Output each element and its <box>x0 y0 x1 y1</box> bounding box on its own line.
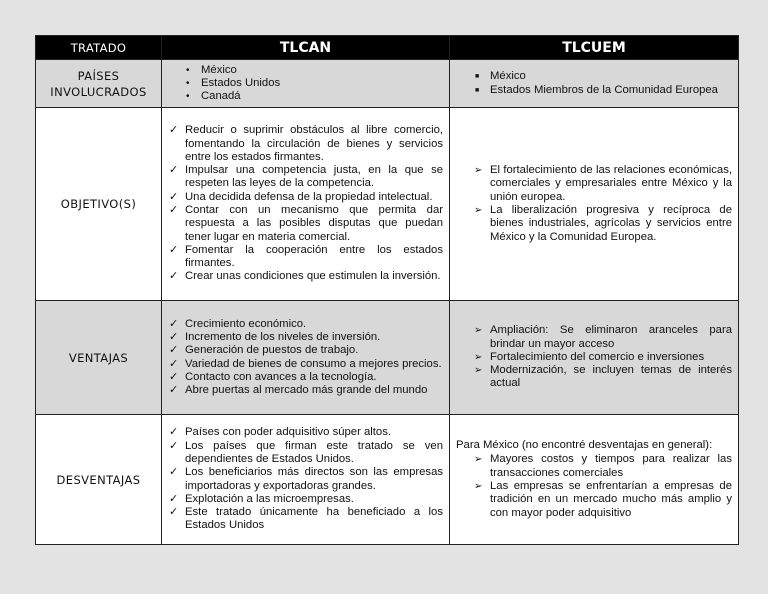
list-item: ✓ Crear unas condiciones que estimulen la inversión. <box>169 270 441 283</box>
desventajas-tlcuem-list <box>456 453 732 519</box>
ventajas-tlcuem-list <box>456 324 732 390</box>
header-tratado: TRATADO <box>36 36 162 60</box>
objetivos-tlcan-cell <box>162 108 450 301</box>
desventajas-tlcuem-intro: Para México (no encontré desventajas en general): <box>456 439 713 452</box>
row-ventajas <box>36 301 739 415</box>
check-icon: ✓ <box>169 270 179 283</box>
label-paises-line2: INVOLUCRADOS <box>50 84 147 99</box>
header-tlcuem: TLCUEM <box>450 36 739 60</box>
arrow-bullet-icon: ➢ <box>474 165 483 177</box>
list-item: ✓ Los países que firman este tratado se ven dependientes de Estados Unidos. <box>169 439 443 465</box>
list-item: ➢ Modernización, se incluyen temas de interés actual <box>474 364 732 390</box>
check-icon: ✓ <box>169 344 179 357</box>
arrow-bullet-icon: ➢ <box>474 205 483 216</box>
check-icon: ✓ <box>169 426 179 439</box>
list-item: ➢ La liberalización progresiva y recíproca de bienes industriales, agrícolas y servicios entre México y la Comunidad Europea. <box>474 204 732 243</box>
paises-tlcuem-cell <box>450 60 739 108</box>
list-item: ➢ El fortalecimiento de las relaciones económicas, comerciales y empresariales entre México y la unión europea. <box>474 164 732 203</box>
header-row <box>36 36 739 60</box>
list-item: ✓ Crecimiento económico. <box>169 317 307 330</box>
comparison-table <box>35 35 739 545</box>
list-item: • México <box>186 63 237 76</box>
list-item: • Estados Unidos <box>186 76 281 89</box>
list-item: ✓ Generación de puestos de trabajo. <box>169 344 359 357</box>
list-item: ■ México <box>475 70 526 83</box>
bullet-dot-icon: • <box>186 64 190 76</box>
paises-tlcuem-list <box>456 70 732 97</box>
label-ventajas: VENTAJAS <box>36 301 162 415</box>
check-icon: ✓ <box>169 492 179 505</box>
list-item: ✓ Países con poder adquisitivo súper altos. <box>169 426 391 439</box>
row-objetivos <box>36 108 739 301</box>
check-icon: ✓ <box>169 164 179 177</box>
list-item: ■ Estados Miembros de la Comunidad Europea <box>475 83 718 96</box>
desventajas-tlcan-list <box>168 426 443 532</box>
list-item: ✓ Incremento de los niveles de inversión. <box>169 330 381 343</box>
check-icon: ✓ <box>169 204 179 216</box>
check-icon: ✓ <box>169 190 179 203</box>
check-icon: ✓ <box>169 370 179 383</box>
check-icon: ✓ <box>169 317 179 330</box>
comparison-document <box>35 35 738 545</box>
row-desventajas <box>36 415 739 545</box>
check-icon: ✓ <box>169 357 179 370</box>
bullet-dot-icon: • <box>186 77 190 89</box>
list-item: ➢ Mayores costos y tiempos para realizar las transacciones comerciales <box>474 453 732 479</box>
check-icon: ✓ <box>169 506 179 519</box>
check-icon: ✓ <box>169 384 179 397</box>
arrow-bullet-icon: ➢ <box>474 351 483 363</box>
arrow-bullet-icon: ➢ <box>474 481 483 492</box>
objetivos-tlcan-list <box>168 124 443 284</box>
list-item: ✓ Explotación a las microempresas. <box>169 492 354 505</box>
list-item: • Canadá <box>186 90 241 103</box>
label-paises-line1: PAÍSES <box>77 68 120 83</box>
list-item: ✓ Impulsar una competencia justa, en la que se respeten las leyes de la competencia. <box>169 164 443 190</box>
bullet-square-icon: ■ <box>475 73 480 81</box>
objetivos-tlcuem-list <box>456 164 732 244</box>
list-item: ➢ Ampliación: Se eliminaron aranceles para brindar un mayor acceso <box>474 324 732 350</box>
row-paises <box>36 60 739 108</box>
list-item: ✓ Abre puertas al mercado más grande del mundo <box>169 384 428 397</box>
list-item: ✓ Los beneficiarios más directos son las empresas importadoras y exportadoras grandes. <box>169 466 443 492</box>
paises-tlcan-list <box>168 64 443 104</box>
check-icon: ✓ <box>169 439 179 452</box>
list-item: ✓ Una decidida defensa de la propiedad intelectual. <box>169 190 433 203</box>
list-item: ➢ Las empresas se enfrentarían a empresas de tradición en un mercado mucho más amplio y con mayor poder adquisitivo <box>474 480 732 519</box>
ventajas-tlcuem-cell <box>450 301 739 415</box>
objetivos-tlcuem-cell <box>450 108 739 301</box>
check-icon: ✓ <box>169 124 179 137</box>
header-tlcan: TLCAN <box>162 36 450 60</box>
desventajas-tlcan-cell <box>162 415 450 545</box>
list-item: ✓ Contar con un mecanismo que permita dar respuesta a las posibles disputas que puedan tener lugar en materia comercial. <box>169 204 443 243</box>
bullet-dot-icon: • <box>186 91 190 103</box>
arrow-bullet-icon: ➢ <box>474 325 483 337</box>
check-icon: ✓ <box>169 243 179 256</box>
paises-tlcan-cell <box>162 60 450 108</box>
label-paises <box>36 60 162 108</box>
check-icon: ✓ <box>169 330 179 343</box>
list-item: ✓ Reducir o suprimir obstáculos al libre comercio, fomentando la circulación de bienes y servicios entre los estados firmantes. <box>169 124 443 163</box>
list-item: ✓ Este tratado únicamente ha beneficiado a los Estados Unidos <box>169 506 443 532</box>
bullet-square-icon: ■ <box>475 86 480 94</box>
list-item: ✓ Variedad de bienes de consumo a mejores precios. <box>169 357 442 370</box>
list-item: ➢ Fortalecimiento del comercio e inversiones <box>474 350 705 363</box>
arrow-bullet-icon: ➢ <box>474 454 483 466</box>
check-icon: ✓ <box>169 466 179 479</box>
arrow-bullet-icon: ➢ <box>474 365 483 377</box>
ventajas-tlcan-list <box>168 318 443 398</box>
ventajas-tlcan-cell <box>162 301 450 415</box>
desventajas-tlcuem-cell <box>450 415 739 545</box>
list-item: ✓ Fomentar la cooperación entre los estados firmantes. <box>169 243 443 270</box>
label-desventajas: DESVENTAJAS <box>36 415 162 545</box>
label-objetivos: OBJETIVO(S) <box>36 108 162 301</box>
list-item: ✓ Contacto con avances a la tecnología. <box>169 370 377 383</box>
